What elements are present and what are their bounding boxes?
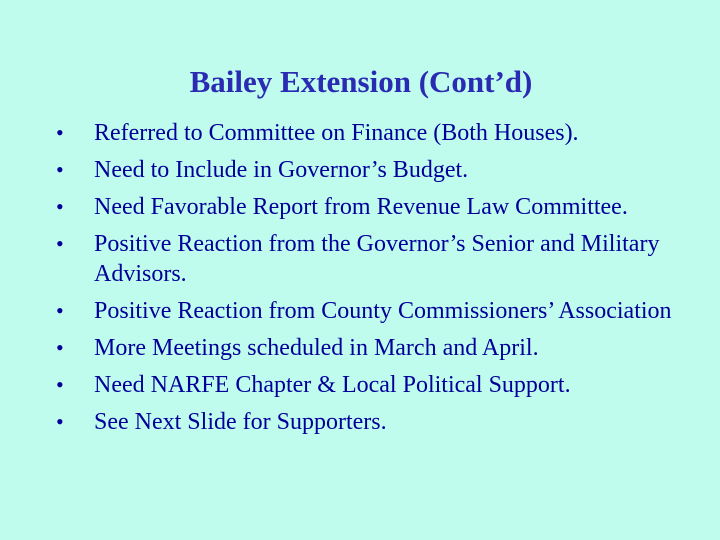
list-item [54, 155, 694, 185]
bullet-text: Referred to Committee on Finance (Both Houses). [94, 120, 579, 146]
bullet-text: More Meetings scheduled in March and April. [94, 335, 539, 361]
bullet-icon: • [56, 372, 64, 397]
bullet-icon: • [56, 231, 64, 256]
bullet-text: Positive Reaction from the Governor’s Senior and Military Advisors. [94, 231, 660, 287]
bullet-text: Need to Include in Governor’s Budget. [94, 157, 469, 183]
bullet-icon: • [56, 409, 64, 434]
bullet-icon: • [56, 157, 64, 182]
list-item [54, 370, 694, 400]
bullet-text: Need Favorable Report from Revenue Law Committee. [94, 194, 628, 220]
bullet-text: See Next Slide for Supporters. [94, 409, 387, 435]
list-item [54, 407, 694, 437]
list-item [54, 118, 694, 148]
list-item [54, 229, 694, 289]
bullet-icon: • [56, 335, 64, 360]
bullet-text: Positive Reaction from County Commissioners’ Association [94, 298, 672, 324]
list-item [54, 296, 694, 326]
slide-title: Bailey Extension (Cont’d) [189, 64, 533, 99]
bullet-icon: • [56, 298, 64, 323]
bullet-list [54, 118, 694, 444]
bullet-text: Need NARFE Chapter & Local Political Support. [94, 372, 571, 398]
list-item [54, 333, 694, 363]
bullet-icon: • [56, 194, 64, 219]
list-item [54, 192, 694, 222]
bullet-icon: • [56, 120, 64, 145]
